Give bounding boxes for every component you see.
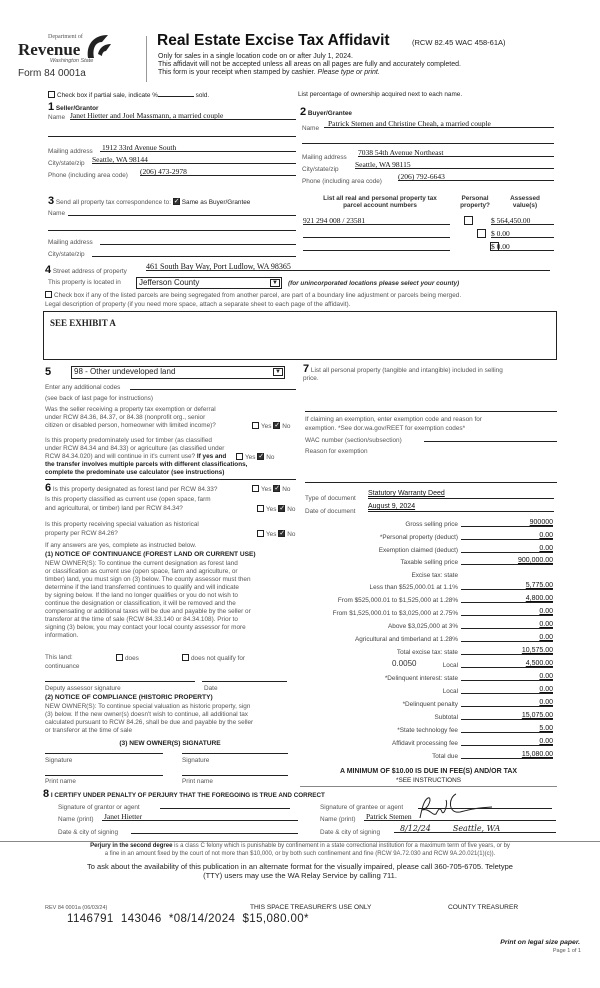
- tax-row-label: Local: [442, 662, 458, 669]
- label: Mailing address: [48, 239, 93, 246]
- does-checkbox[interactable]: [116, 654, 123, 661]
- notice-title: (3) NEW OWNER(S) SIGNATURE: [119, 740, 221, 747]
- parcel-number-field[interactable]: [303, 242, 450, 251]
- property-address-field[interactable]: 461 South Bay Way, Port Ludlow, WA 98365: [146, 262, 550, 271]
- label: (see back of last page for instructions): [45, 395, 153, 402]
- tax-row-value[interactable]: 0.00: [461, 686, 553, 694]
- label: Is this property designated as forest land per RCW 84.33?: [52, 486, 218, 493]
- tax-row-value[interactable]: 0.00: [461, 532, 553, 540]
- buyer-mailing-field[interactable]: 7038 54th Avenue Northeast: [358, 148, 554, 157]
- tax-row-value[interactable]: 5.00: [461, 725, 553, 733]
- section-number: 4: [45, 264, 52, 276]
- tax-row-value[interactable]: 900,000.00: [461, 557, 553, 565]
- label: Name (print): [320, 816, 356, 823]
- parcel-header: List all real and personal property tax parcel account numbers: [323, 195, 437, 209]
- notice-title: (2) NOTICE OF COMPLIANCE (HISTORIC PROPERTY): [45, 694, 213, 701]
- seller-city-field[interactable]: Seattle, WA 98144: [92, 155, 296, 164]
- assessed-header: Assessed value(s): [510, 195, 540, 209]
- seller-mailing-field[interactable]: 1912 33rd Avenue South: [100, 143, 296, 152]
- tax-row-value[interactable]: 0.00: [461, 673, 553, 681]
- section-number: 8: [43, 788, 50, 800]
- buyer-city-field[interactable]: Seattle, WA 98115: [355, 160, 554, 169]
- page-number: Page 1 of 1: [552, 948, 581, 954]
- label: If any answers are yes, complete as instructed below.: [45, 542, 197, 549]
- tax-row-label: Above $3,025,000 at 3%: [388, 623, 458, 630]
- tax-row-label: *Delinquent interest: state: [384, 675, 458, 682]
- yes-checkbox[interactable]: [257, 505, 264, 512]
- tax-row-label: Subtotal: [434, 714, 458, 721]
- document-date-field[interactable]: August 9, 2024: [368, 503, 554, 512]
- header-note: This form is your receipt when stamped by cashier. Please type or print.: [158, 69, 380, 76]
- section-number: 7: [303, 363, 310, 375]
- header-note: Only for sales in a single location code on or after July 1, 2024.: [158, 53, 353, 60]
- grantee-date-city-field[interactable]: 8/12/24 Seattle, WA: [394, 824, 556, 833]
- grantor-name-field[interactable]: Janet Hietter: [102, 812, 298, 821]
- chevron-down-icon: ▼: [273, 368, 283, 376]
- ownership-note: List percentage of ownership acquired next to each name.: [298, 91, 463, 98]
- tax-row-value[interactable]: 0.00: [461, 621, 553, 629]
- label: Name: [48, 114, 66, 121]
- tax-row-value[interactable]: 5,775.00: [461, 582, 553, 590]
- assessed-value-field[interactable]: $ 0.00: [491, 229, 554, 238]
- dept-label: Department of: [48, 34, 83, 40]
- personal-property-checkbox[interactable]: [477, 229, 486, 238]
- buyer-name-line2[interactable]: [302, 135, 554, 144]
- grantee-name-field[interactable]: Patrick Stemen: [364, 812, 556, 821]
- correspondence-name-line2[interactable]: [48, 222, 296, 231]
- exemption-note: If claiming an exemption, enter exemption code and reason for exemption. *See dor.wa.gov/REET for exemption codes*: [305, 416, 482, 432]
- label: City/state/zip: [48, 251, 85, 258]
- document-type-field[interactable]: Statutory Warranty Deed: [368, 490, 554, 499]
- county-note: (for unincorporated locations please select your county): [288, 280, 460, 287]
- label: Street address of property: [52, 268, 127, 275]
- treasurer-use-label: THIS SPACE TREASURER'S USE ONLY: [250, 904, 372, 911]
- grantor-signature-field[interactable]: [160, 800, 290, 809]
- yes-checkbox[interactable]: [252, 422, 259, 429]
- label: Name: [302, 125, 320, 132]
- tax-row-label: From $525,000.01 to $1,525,000 at 1.28%: [337, 597, 458, 604]
- tax-row-label: Total excise tax: state: [396, 649, 458, 656]
- label: Date & city of signing: [58, 829, 119, 836]
- no-checkbox[interactable]: [278, 505, 285, 512]
- correspondence-name-field[interactable]: [68, 207, 296, 216]
- form-number: Form 84 0001a: [18, 68, 86, 79]
- same-as-buyer-checkbox[interactable]: [173, 198, 180, 205]
- header-note: This affidavit will not be accepted unless all areas on all pages are fully and accurately completed.: [158, 61, 461, 68]
- label: List all personal property (tangible and intangible) included in selling: [310, 367, 503, 374]
- label: Date: [204, 685, 218, 692]
- chevron-down-icon: ▼: [270, 279, 280, 287]
- label: Date & city of signing: [320, 829, 381, 836]
- historical-question: Is this property receiving special valuation as historical property per RCW 84.26?: [45, 521, 199, 537]
- label: Legal description of property (if you need more space, attach a separate sheet to each page of the affidavit).: [45, 301, 351, 308]
- notice-2-text: NEW OWNER(S): To continue special valuation as historic property, sign (3) below. If the new owner(s) doesn't wish to continue, all additional tax calculated pursuant to RCW 84.26, shall be due and payable by the seller or transferor at the time of sale: [45, 703, 254, 734]
- tax-row-label: Local: [442, 688, 458, 695]
- tax-row-value[interactable]: 0.00: [461, 699, 553, 707]
- revenue-logo-text: Revenue: [18, 40, 81, 59]
- tax-row-value[interactable]: 4,500.00: [461, 660, 553, 668]
- owner-signature-field[interactable]: [182, 745, 288, 754]
- county-select[interactable]: Jefferson County ▼: [136, 277, 282, 289]
- notice-title: (1) NOTICE OF CONTINUANCE (FOREST LAND OR CURRENT USE): [45, 551, 256, 558]
- section-number: 1: [48, 101, 55, 113]
- section-title: I CERTIFY UNDER PENALTY OF PERJURY THAT THE FOREGOING IS TRUE AND CORRECT: [50, 792, 325, 799]
- tax-row-label: *State technology fee: [397, 727, 458, 734]
- section-number: 3: [48, 195, 55, 207]
- tax-row-label: Affidavit processing fee: [392, 740, 458, 747]
- parcel-number-field[interactable]: [303, 229, 450, 238]
- notice-1-text: NEW OWNER(S): To continue the current designation as forest land or classification as current use (open space, farm and agriculture, or timber) land, you must sign on (3) below. The county assessor must then determine if the land transferred continues to qualify and will indicate by signing below. If the land no longer qualifies or you do not wish to continue the designation or classification, it will be removed and the compensating or additional taxes will be due and payable by the seller or transferor at the time of sale (RCW 84.33.140 or 84.34.108). Prior to signing (3) below, you may contact your local county assessor for more information.: [45, 560, 251, 639]
- label: Deputy assessor signature: [45, 685, 121, 692]
- accessibility-note: (TTY) users may use the WA Relay Service by calling 711.: [203, 871, 397, 880]
- section-number: 5: [45, 366, 52, 378]
- label: Phone (including area code): [48, 172, 128, 179]
- tax-row-value[interactable]: 900000: [461, 519, 553, 527]
- tax-row-value[interactable]: 10,575.00: [461, 647, 553, 655]
- label: Signature: [182, 757, 210, 764]
- parcel-number-field[interactable]: 921 294 008 / 23581: [303, 216, 450, 225]
- owner-print-name-field[interactable]: [182, 767, 288, 776]
- seller-phone-field[interactable]: (206) 473-2978: [140, 167, 296, 176]
- personal-property-field[interactable]: [305, 411, 557, 412]
- assessed-value-field[interactable]: $ 0.00: [491, 242, 554, 251]
- grantor-date-city-field[interactable]: [131, 825, 298, 834]
- assessed-value-field[interactable]: $ 564,450.00: [491, 216, 554, 225]
- label: continuance: [45, 663, 80, 670]
- tax-row-label: Excise tax: state: [411, 572, 458, 579]
- minimum-notice: A MINIMUM OF $10.00 IS DUE IN FEE(S) AND/OR TAX: [339, 768, 518, 775]
- section-title: Seller/Grantor: [55, 105, 99, 112]
- no-checkbox[interactable]: [273, 422, 280, 429]
- perjury-note: a fine in an amount fixed by the court of not more than $10,000, or by both such confinement and fine (RCW 9A.72.030 and RCW 9A.20.021(1)(c)).: [104, 851, 496, 857]
- correspondence-city-field[interactable]: [92, 248, 296, 257]
- deputy-date-field[interactable]: [202, 673, 287, 682]
- label: Phone (including area code): [302, 178, 382, 185]
- label: City/state/zip: [48, 160, 85, 167]
- tax-row-value[interactable]: 15,080.00: [461, 751, 553, 759]
- land-use-code-select[interactable]: 98 - Other undeveloped land ▼: [71, 366, 285, 379]
- revision: REV 84 0001a (06/03/24): [45, 905, 108, 911]
- seller-name-field[interactable]: Janet Hietter and Joel Massmann, a married couple: [70, 111, 296, 120]
- local-rate: 0.0050: [392, 659, 417, 668]
- exemption-question: Was the seller receiving a property tax exemption or deferral under RCW 84.36, 84.37, or 84.38 (nonprofit org., senior citizen or disabled person, homeowner with limited income)?: [45, 406, 216, 429]
- tax-row-label: Total due: [432, 753, 458, 760]
- tax-row-label: Less than $525,000.01 at 1.1%: [369, 584, 458, 591]
- dor-logo-icon: [84, 32, 112, 60]
- partial-sale-checkbox[interactable]: [48, 91, 55, 98]
- tax-row-value[interactable]: 0.00: [461, 608, 553, 616]
- label: This property is located in: [48, 279, 121, 286]
- tax-row-label: Taxable selling price: [400, 559, 458, 566]
- wac-number-field[interactable]: [424, 433, 557, 442]
- state-label: Washington State: [50, 58, 94, 64]
- additional-codes-field[interactable]: [130, 381, 296, 390]
- perjury-note: Perjury in the second degree is a class C felony which is punishable by confinement in a state correctional institution for a maximum term of five years, or by: [90, 843, 510, 849]
- label: Mailing address: [302, 154, 347, 161]
- buyer-phone-field[interactable]: (206) 792-6643: [398, 172, 554, 181]
- tax-row-value[interactable]: 15,075.00: [461, 712, 553, 720]
- label: Print name: [182, 778, 213, 785]
- label: Signature of grantor or agent: [58, 804, 140, 811]
- label: Signature: [45, 757, 73, 764]
- accessibility-note: To ask about the availability of this publication in an alternate format for the visually impaired, please call 360-705-6705. Teletype: [87, 862, 513, 871]
- personal-property-checkbox[interactable]: [464, 216, 473, 225]
- label: Reason for exemption: [305, 448, 368, 455]
- label: Same as Buyer/Grantee: [181, 199, 251, 206]
- label: Send all property tax correspondence to:: [55, 199, 172, 206]
- label: Enter any additional codes: [45, 384, 121, 391]
- label: Date of document: [305, 508, 356, 515]
- yes-checkbox[interactable]: [236, 453, 243, 460]
- no-checkbox[interactable]: [257, 453, 264, 460]
- no-checkbox[interactable]: [273, 485, 280, 492]
- current-use-question: Is this property classified as current use (open space, farm and agricultural, or timber) land per RCW 84.34?: [45, 496, 211, 512]
- timber-question: Is this property predominately used for timber (as classified under RCW 84.34 and 84.33) or agriculture (as classified under RCW 84.34.020) and will continue in it's current use? If yes and the transfer involves multiple parcels with different classifications, complete the predominate use calculator (see instructions): [45, 437, 248, 476]
- seller-name-line2[interactable]: [48, 128, 296, 137]
- section-number: 6: [45, 482, 52, 494]
- label: Signature of grantee or agent: [320, 804, 404, 811]
- tax-row-value[interactable]: 0.00: [461, 634, 553, 642]
- tax-row-value[interactable]: 4,800.00: [461, 595, 553, 603]
- does-not-checkbox[interactable]: [182, 654, 189, 661]
- yes-checkbox[interactable]: [252, 485, 259, 492]
- label: Name (print): [58, 816, 94, 823]
- label: Name: [48, 210, 66, 217]
- yes-checkbox[interactable]: [257, 530, 264, 537]
- personal-header: Personal property?: [460, 195, 490, 209]
- owner-print-name-field[interactable]: [45, 767, 163, 776]
- section-number: 2: [300, 106, 307, 118]
- tax-row-value[interactable]: 0.00: [461, 738, 553, 746]
- buyer-name-field[interactable]: Patrick Stemen and Christine Cheah, a married couple: [324, 119, 554, 128]
- tax-row-label: From $1,525,000.01 to $3,025,000 at 2.75%: [332, 610, 458, 617]
- rcw-ref: (RCW 82.45 WAC 458-61A): [412, 38, 506, 47]
- segregation-checkbox[interactable]: [45, 291, 52, 298]
- tax-row-label: *Delinquent penalty: [402, 701, 458, 708]
- label: City/state/zip: [302, 166, 339, 173]
- label: Mailing address: [48, 148, 93, 155]
- deputy-signature-field[interactable]: [45, 673, 195, 682]
- tax-row-label: Gross selling price: [405, 521, 458, 528]
- label: price.: [303, 374, 319, 382]
- exemption-reason-field[interactable]: [305, 482, 557, 483]
- legal-paper-note: Print on legal size paper.: [500, 939, 580, 946]
- label: WAC number (section/subsection): [305, 437, 402, 444]
- county-treasurer-label: COUNTY TREASURER: [448, 904, 519, 911]
- partial-sale: Check box if partial sale, indicate % sold.: [48, 91, 209, 99]
- tax-row-label: *Personal property (deduct): [379, 534, 458, 541]
- no-checkbox[interactable]: [278, 530, 285, 537]
- label: Type of document: [305, 495, 356, 502]
- owner-signature-field[interactable]: [45, 745, 163, 754]
- label: This land:: [45, 654, 73, 661]
- tax-row-label: Agricultural and timberland at 1.28%: [354, 636, 458, 643]
- label: Print name: [45, 778, 76, 785]
- section-title: Buyer/Grantee: [307, 110, 352, 117]
- cashier-stamp: 1146791 143046 *08/14/2024 $15,080.00*: [67, 913, 309, 925]
- correspondence-mailing-field[interactable]: [100, 236, 296, 245]
- tax-row-value[interactable]: 0.00: [461, 545, 553, 553]
- see-instructions: *SEE INSTRUCTIONS: [396, 777, 461, 784]
- form-title: Real Estate Excise Tax Affidavit: [157, 32, 390, 49]
- label: Check box if any of the listed parcels are being segregated from another parcel, are part of a boundary line adjustment or parcels being merged.: [54, 292, 462, 299]
- tax-row-label: Exemption claimed (deduct): [378, 547, 458, 554]
- legal-description-field[interactable]: SEE EXHIBIT A: [43, 311, 557, 360]
